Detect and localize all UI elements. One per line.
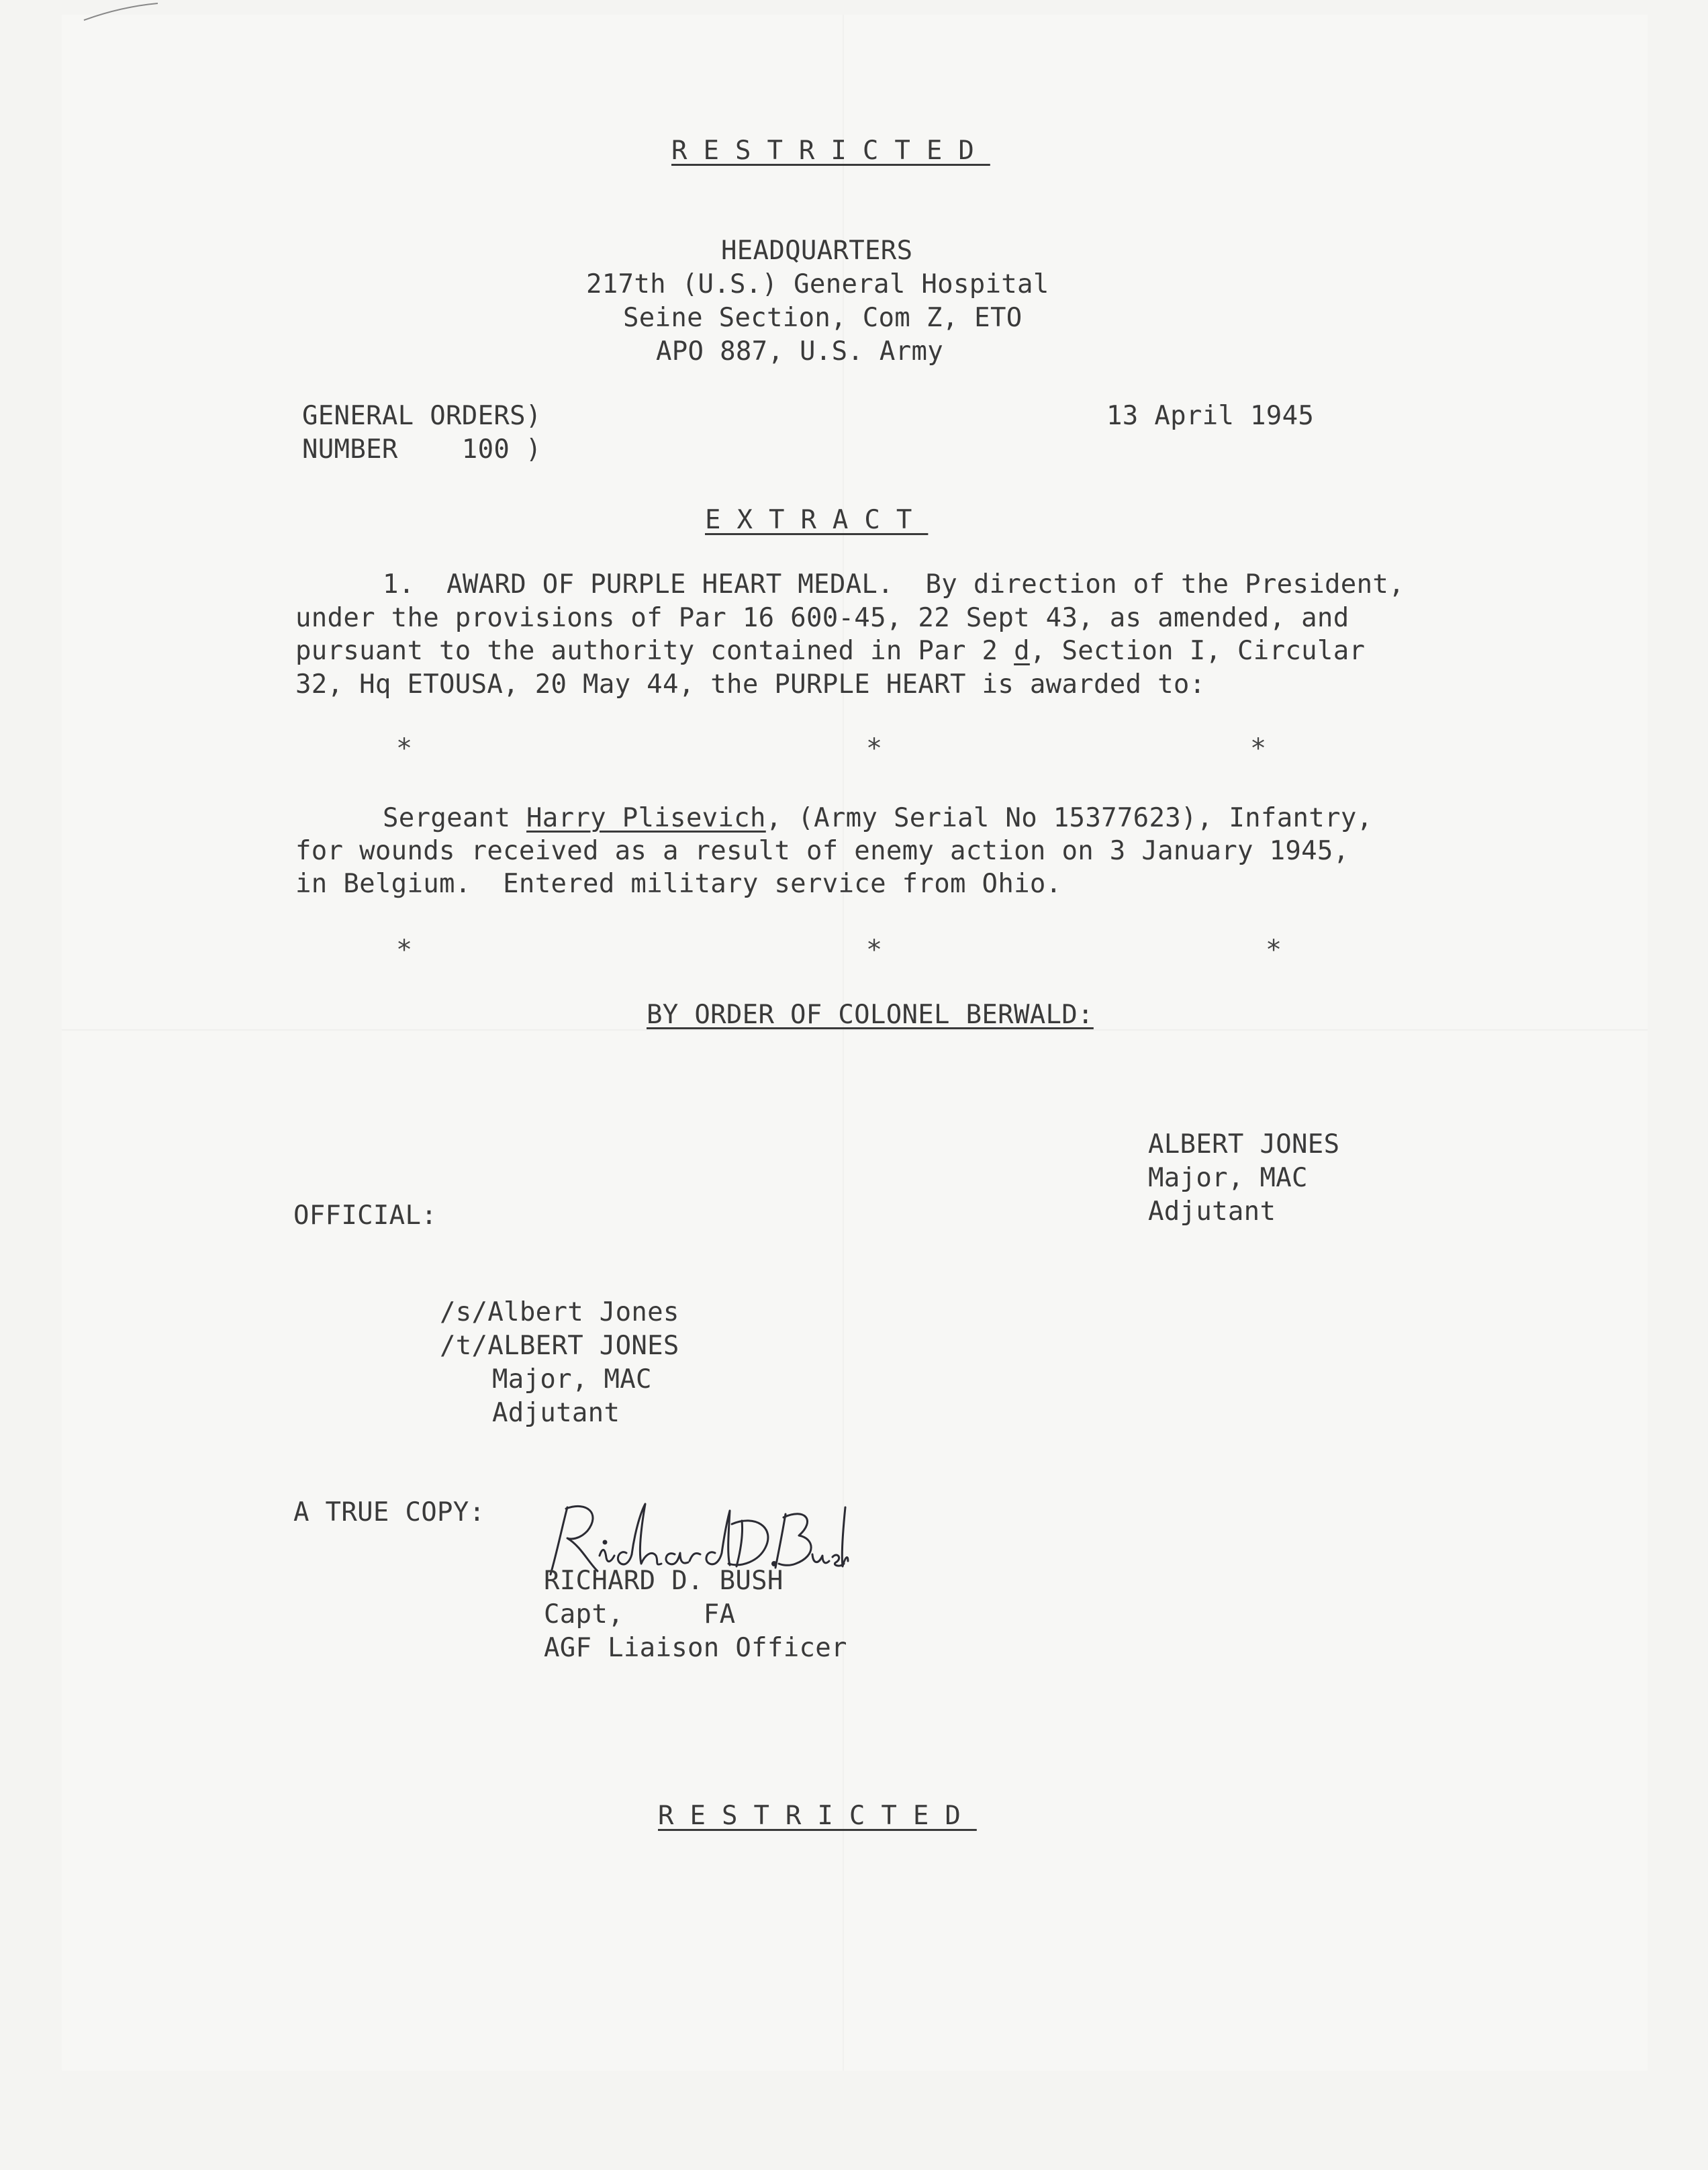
order-number-label: NUMBER 100 ) (302, 434, 542, 465)
official-typed: /t/ALBERT JONES (440, 1331, 679, 1361)
separator-star: * (1250, 733, 1267, 764)
official-rank: Major, MAC (492, 1364, 652, 1395)
citation-rank: Sergeant (383, 803, 527, 833)
extract-title: EXTRACT (705, 505, 929, 535)
citation-line-1 (383, 802, 1372, 835)
separator-star: * (1266, 935, 1282, 965)
paragraph-1-subparagraph-d: d (1014, 636, 1030, 666)
separator-star: * (396, 935, 413, 965)
citation-line-2: for wounds received as a result of enemy action on 3 January 1945, (295, 836, 1349, 866)
recipient-name: Harry Plisevich (526, 803, 766, 833)
separator-star: * (396, 733, 413, 764)
general-orders-label: GENERAL ORDERS) (302, 401, 542, 431)
classification-bottom: RESTRICTED (658, 1801, 977, 1831)
separator-star: * (866, 935, 883, 965)
citation-serial: , (Army Serial No 15377623), Infantry, (765, 803, 1373, 833)
signatory-title: Adjutant (1148, 1196, 1276, 1227)
signatory-name: ALBERT JONES (1148, 1129, 1340, 1160)
separator-star: * (866, 733, 883, 764)
signatory-rank: Major, MAC (1148, 1163, 1308, 1193)
header-line-3: Seine Section, Com Z, ETO (623, 303, 1023, 333)
official-title: Adjutant (492, 1398, 620, 1428)
by-order-line: BY ORDER OF COLONEL BERWALD: (647, 1000, 1094, 1030)
order-date: 13 April 1945 (1106, 401, 1315, 431)
paragraph-1-line-3-c: , Section I, Circular (1029, 636, 1366, 666)
page-corner-mark (81, 0, 161, 40)
classification-top: RESTRICTED (671, 136, 990, 166)
official-label: OFFICIAL: (293, 1200, 438, 1231)
paragraph-1-line-1: 1. AWARD OF PURPLE HEART MEDAL. By direction of the President, (383, 569, 1405, 600)
true-copy-name: RICHARD D. BUSH (544, 1566, 784, 1596)
header-line-4: APO 887, U.S. Army (656, 336, 944, 367)
paragraph-1-line-3 (295, 634, 1365, 668)
header-line-2: 217th (U.S.) General Hospital (586, 269, 1049, 299)
official-signed: /s/Albert Jones (440, 1297, 679, 1327)
true-copy-title: AGF Liaison Officer (544, 1633, 847, 1663)
true-copy-label: A TRUE COPY: (293, 1497, 485, 1527)
paragraph-1-line-3-a: pursuant to the authority contained in Par 2 (295, 636, 1014, 666)
citation-line-3: in Belgium. Entered military service from Ohio. (295, 869, 1062, 899)
paragraph-1-line-4: 32, Hq ETOUSA, 20 May 44, the PURPLE HEART is awarded to: (295, 669, 1206, 700)
header-line-1: HEADQUARTERS (721, 236, 913, 266)
true-copy-rank: Capt, FA (544, 1599, 736, 1630)
paragraph-1-line-2: under the provisions of Par 16 600-45, 22 Sept 43, as amended, and (295, 603, 1349, 633)
